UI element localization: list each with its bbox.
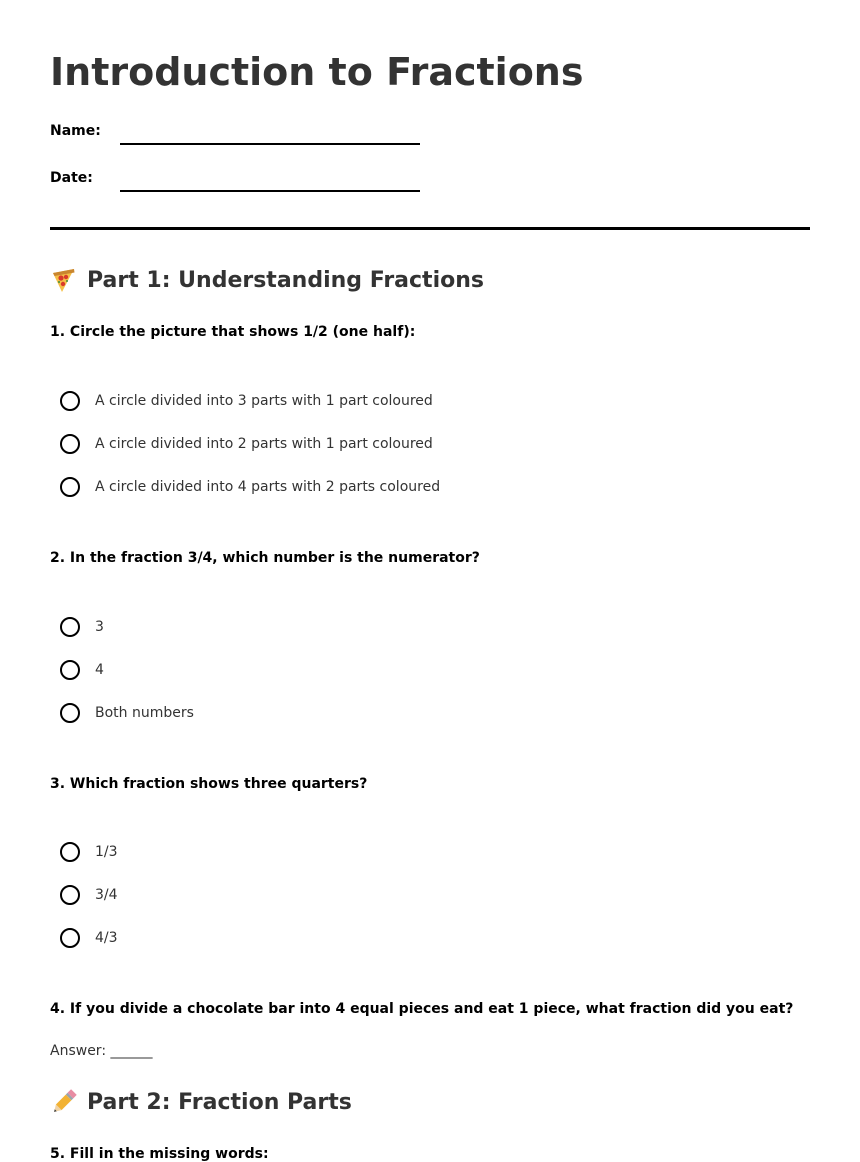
radio-button[interactable] [60,391,80,411]
page-title: Introduction to Fractions [50,50,584,94]
radio-button[interactable] [60,928,80,948]
q1-option-1[interactable] [60,388,433,414]
option-label: 3 [95,619,104,635]
radio-button[interactable] [60,434,80,454]
q1-option-2[interactable] [60,431,433,457]
answer-blank[interactable]: Answer: ______ [50,1043,153,1059]
section-heading-part-1 [50,266,484,294]
q2-option-3[interactable] [60,700,194,726]
date-field [50,170,430,200]
date-label: Date: [50,170,93,186]
question-3: 3. Which fraction shows three quarters? [50,776,368,792]
pencil-icon [50,1088,78,1116]
radio-button[interactable] [60,660,80,680]
section-title: Part 2: Fraction Parts [87,1089,352,1115]
q3-option-3[interactable] [60,925,118,951]
radio-button[interactable] [60,703,80,723]
radio-button[interactable] [60,842,80,862]
header-divider [50,227,810,230]
q2-option-1[interactable] [60,614,104,640]
option-label: A circle divided into 2 parts with 1 part coloured [95,436,433,452]
name-field [50,123,430,153]
radio-button[interactable] [60,477,80,497]
question-5: 5. Fill in the missing words: [50,1146,269,1162]
question-1: 1. Circle the picture that shows 1/2 (one half): [50,324,416,340]
option-label: A circle divided into 3 parts with 1 part coloured [95,393,433,409]
name-label: Name: [50,123,101,139]
option-label: 4 [95,662,104,678]
radio-button[interactable] [60,885,80,905]
q1-option-3[interactable] [60,474,440,500]
q3-option-2[interactable] [60,882,118,908]
question-4: 4. If you divide a chocolate bar into 4 equal pieces and eat 1 piece, what fraction did you eat? [50,1001,794,1017]
option-label: Both numbers [95,705,194,721]
date-input-line[interactable] [120,190,420,192]
q2-option-2[interactable] [60,657,104,683]
name-input-line[interactable] [120,143,420,145]
option-label: 4/3 [95,930,118,946]
section-heading-part-2 [50,1088,352,1116]
option-label: A circle divided into 4 parts with 2 parts coloured [95,479,441,495]
option-label: 3/4 [95,887,118,903]
option-label: 1/3 [95,844,118,860]
section-title: Part 1: Understanding Fractions [87,267,484,293]
q3-option-1[interactable] [60,839,118,865]
pizza-icon [50,266,78,294]
question-2: 2. In the fraction 3/4, which number is the numerator? [50,550,480,566]
radio-button[interactable] [60,617,80,637]
